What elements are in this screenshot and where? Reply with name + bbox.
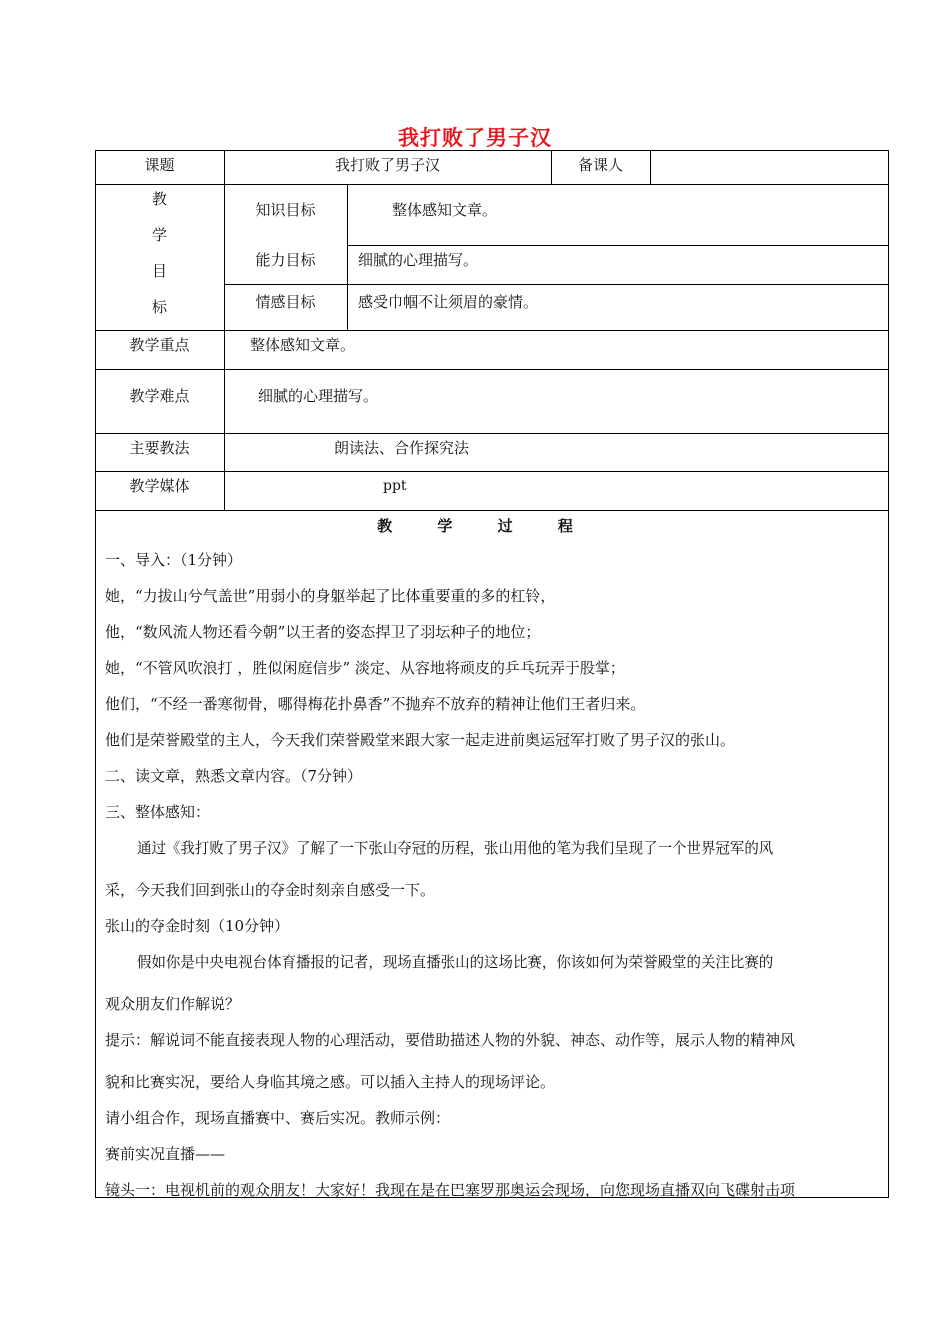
difficulty-value: 细腻的心理描写。	[258, 387, 379, 405]
difficulty-label: 教学难点	[129, 387, 190, 405]
table-rule	[95, 471, 889, 472]
key-point-value: 整体感知文章。	[250, 336, 356, 354]
paragraph-line: 观众朋友们作解说？	[105, 995, 241, 1013]
section-heading: 二、读文章，熟悉文章内容。（7分钟）	[105, 767, 363, 785]
method-label: 主要教法	[129, 439, 190, 457]
goals-label-char: 目	[151, 262, 167, 280]
paragraph-line: 赛前实况直播——	[105, 1145, 226, 1163]
document-title: 我打败了男子汉	[398, 125, 552, 150]
paragraph-line: 请小组合作，现场直播赛中、赛后实况。教师示例：	[105, 1109, 451, 1127]
subsection-heading: 张山的夺金时刻（10分钟）	[105, 917, 290, 935]
goals-label-char: 标	[151, 298, 167, 316]
method-value: 朗读法、合作探究法	[334, 439, 470, 457]
process-heading-char: 程	[557, 517, 573, 535]
paragraph-line: 他们是荣誉殿堂的主人，今天我们荣誉殿堂来跟大家一起走进前奥运冠军打败了男子汉的张山。	[105, 731, 736, 749]
key-point-label: 教学重点	[129, 336, 190, 354]
table-rule	[347, 245, 889, 246]
section-heading: 三、整体感知：	[105, 803, 211, 821]
table-rule	[95, 369, 889, 370]
paragraph-line: 他，“数风流人物还看今朝”以王者的姿态捍卫了羽坛种子的地位；	[105, 623, 541, 641]
process-heading-char: 过	[497, 517, 513, 535]
topic-value: 我打败了男子汉	[334, 156, 440, 174]
table-rule	[224, 284, 889, 285]
emotion-goal-label: 情感目标	[255, 293, 316, 311]
table-rule	[95, 330, 889, 331]
ability-goal-label: 能力目标	[255, 251, 316, 269]
paragraph-line: 假如你是中央电视台体育播报的记者，现场直播张山的这场比赛，你该如何为荣誉殿堂的关注比赛的	[137, 953, 774, 971]
paragraph-line: 她，“不管风吹浪打 ，胜似闲庭信步” 淡定、从容地将顽皮的乒乓玩弄于股掌；	[105, 659, 625, 677]
media-label: 教学媒体	[129, 477, 190, 495]
preparer-label: 备课人	[577, 156, 623, 174]
table-rule	[95, 184, 889, 185]
topic-label: 课题	[144, 156, 175, 174]
process-heading	[0, 515, 950, 536]
knowledge-goal-label: 知识目标	[255, 201, 316, 219]
paragraph-line: 提示：解说词不能直接表现人物的心理活动，要借助描述人物的外貌、神态、动作等，展示人物的精神风	[105, 1031, 796, 1049]
goals-label-char: 教	[151, 190, 167, 208]
paragraph-line: 他们，“不经一番寒彻骨，哪得梅花扑鼻香”不抛弃不放弃的精神让他们王者归来。	[105, 695, 646, 713]
table-rule	[95, 433, 889, 434]
process-heading-char: 学	[437, 517, 453, 535]
process-heading-char: 教	[377, 517, 393, 535]
table-rule	[650, 150, 651, 184]
emotion-goal-value: 感受巾帼不让须眉的豪情。	[358, 293, 539, 311]
knowledge-goal-value: 整体感知文章。	[392, 201, 498, 219]
goals-label-char: 学	[151, 226, 167, 244]
paragraph-line: 她，“力拔山兮气盖世”用弱小的身躯举起了比体重要重的多的杠铃，	[105, 587, 556, 605]
ability-goal-value: 细腻的心理描写。	[358, 251, 479, 269]
section-heading: 一、导入：（1分钟）	[105, 551, 243, 569]
paragraph-line: 貌和比赛实况，要给人身临其境之感。可以插入主持人的现场评论。	[105, 1073, 556, 1091]
paragraph-line: 镜头一：电视机前的观众朋友！大家好！我现在是在巴塞罗那奥运会现场，向您现场直播双向飞碟射击项	[105, 1181, 796, 1199]
paragraph-line: 采，今天我们回到张山的夺金时刻亲自感受一下。	[105, 881, 436, 899]
table-rule	[347, 184, 348, 330]
table-rule	[95, 510, 889, 511]
media-value: ppt	[383, 478, 407, 494]
paragraph-line: 通过《我打败了男子汉》了解了一下张山夺冠的历程，张山用他的笔为我们呈现了一个世界冠军的风	[137, 839, 774, 857]
